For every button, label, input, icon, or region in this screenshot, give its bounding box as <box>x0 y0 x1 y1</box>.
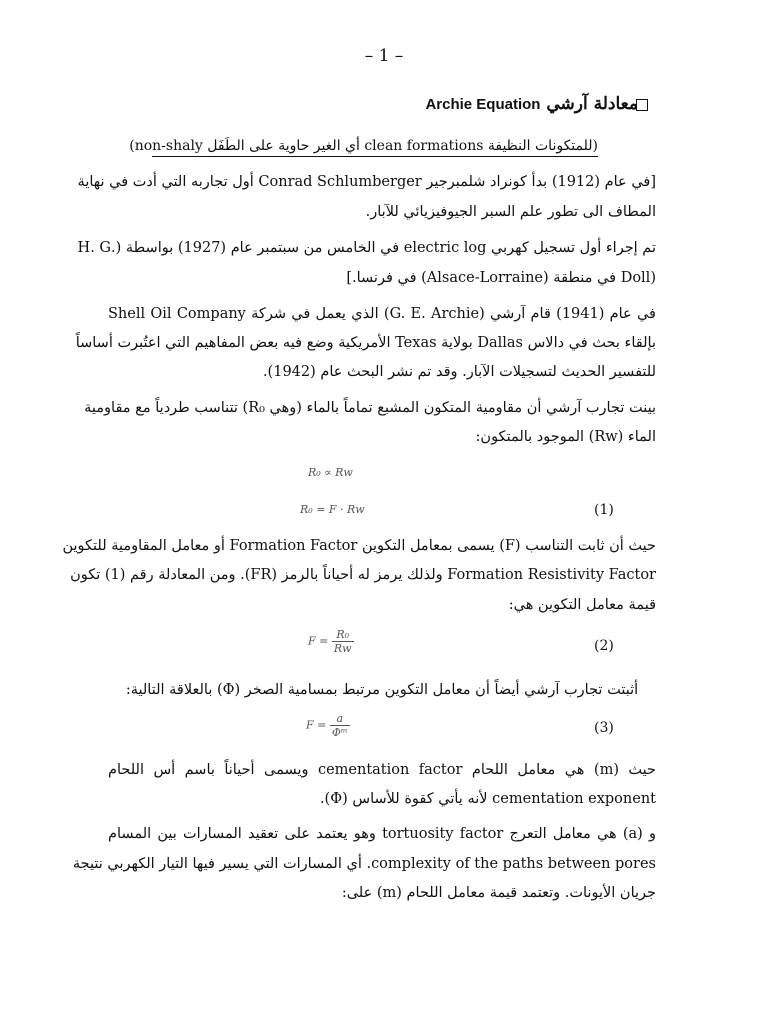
section-subtitle: (للمتكونات النظيفة clean formations أي الغير حاوية على الطَفَل non-shaly) <box>152 138 598 157</box>
heading-latin: Archie Equation <box>425 96 541 113</box>
paragraph-line: بينت تجارب آرشي أن مقاومية المتكون المشبع تماماً بالماء (وهي R₀) تتناسب طردياً مع مقاومية <box>84 400 656 416</box>
equation-3-number: (3) <box>594 720 614 736</box>
paragraph-line: cementation exponent لأنه يأتي كقوة للأساس (Φ). <box>319 791 656 807</box>
checkbox-bullet-icon <box>636 99 648 111</box>
equation-2-fraction <box>332 628 354 655</box>
paragraph-line: جريان الأيونات. وتعتمد قيمة معامل اللحام (m) على: <box>341 885 656 901</box>
equation-3-lhs: F = <box>306 718 327 732</box>
equation-3 <box>306 712 350 739</box>
equation-proportional: R₀ ∝ Rw <box>308 466 353 479</box>
section-heading <box>425 94 638 114</box>
paragraph-line: للتفسير الحديث لتسجيلات الآبار. وقد تم نشر البحث عام (1942). <box>262 364 656 380</box>
equation-2-number: (2) <box>594 638 614 654</box>
paragraph-line: الماء (Rw) الموجود بالمتكون: <box>475 429 656 445</box>
equation-3-numerator: a <box>330 712 350 726</box>
paragraph-line: Formation Resistivity Factor ولذلك يرمز له أحياناً بالرمز (FR). ومن المعادلة رقم (1) تكون <box>70 567 656 583</box>
paragraph-line: بإلقاء بحث في دالاس Dallas بولاية Texas الأمريكية وضع فيه بعض المفاهيم التي اعتُبرت أساساً <box>75 335 656 351</box>
equation-3-denominator: Φᵐ <box>331 726 348 739</box>
equation-2-numerator: R₀ <box>332 628 354 642</box>
paragraph-line: قيمة معامل التكوين هي: <box>508 597 656 613</box>
paragraph-line: تم إجراء أول تسجيل كهربي electric log في الخامس من سبتمبر عام (1927) بواسطة (.H. G <box>77 240 656 256</box>
paragraph-line: المطاف الى تطور علم السبر الجيوفيزيائي للآبار. <box>365 204 656 220</box>
equation-3-fraction <box>330 712 350 739</box>
paragraph-line: [في عام (1912) بدأ كونراد شلمبرجير Conrad Schlumberger أول تجاربه التي أدت في نهاية <box>77 174 656 190</box>
paragraph-line: (Doll في منطقة (Alsace-Lorraine) في فرنسا.] <box>346 270 656 286</box>
equation-2-denominator: Rw <box>333 642 352 655</box>
paragraph-line: في عام (1941) قام آرشي (G. E. Archie) الذي يعمل في شركة Shell Oil Company <box>108 306 656 322</box>
paragraph-line: complexity of the paths between pores. أي المسارات التي يسير فيها التيار الكهربي نتيجة <box>72 856 656 872</box>
paragraph-line: و (a) هي معامل التعرج tortuosity factor وهو يعتمد على تعقيد المسارات بين المسام <box>108 826 656 842</box>
equation-2 <box>308 628 354 655</box>
equation-1-number: (1) <box>594 502 614 518</box>
equation-2-lhs: F = <box>308 634 329 648</box>
paragraph-line: أثبتت تجارب آرشي أيضاً أن معامل التكوين مرتبط بمسامية الصخر (Φ) بالعلاقة التالية: <box>125 682 639 698</box>
page-number: – 1 – <box>364 46 404 66</box>
paragraph-line: حيث (m) هي معامل اللحام cementation factor ويسمى أحياناً باسم أس اللحام <box>108 762 657 778</box>
heading-arabic: معادلة آرشي <box>546 94 638 114</box>
paragraph-line: حيث أن ثابت التناسب (F) يسمى بمعامل التكوين Formation Factor أو معامل المقاومية للتكوين <box>62 538 656 554</box>
equation-1: R₀ = F · Rw <box>300 503 365 516</box>
